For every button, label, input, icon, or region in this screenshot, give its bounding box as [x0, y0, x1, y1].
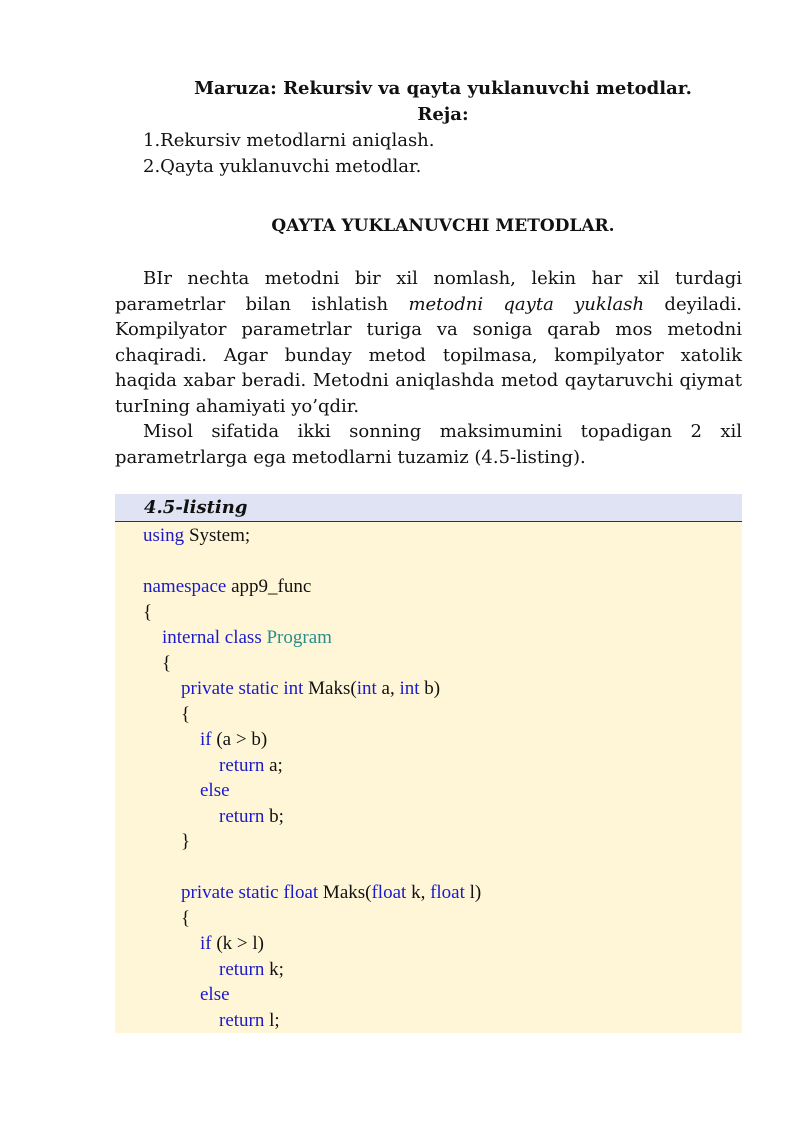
code-line	[200, 727, 267, 752]
plan-item: 2.Qayta yuklanuvchi metodlar.	[143, 156, 422, 177]
code-line	[181, 880, 481, 905]
paragraph-example-intro: Misol sifatida ikki sonning maksimumini topadigan 2 xil parametrlarga ega metodlarni tuzamiz (4.5-listing).	[115, 421, 742, 468]
code-text: k;	[264, 959, 284, 980]
code-text: (k > l)	[211, 933, 265, 954]
code-keyword: if	[200, 933, 212, 954]
code-type: Program	[266, 627, 332, 648]
code-text: Maks(	[303, 678, 357, 699]
code-text: a;	[264, 755, 283, 776]
listing-header	[115, 494, 742, 522]
code-keyword: return	[219, 959, 265, 980]
code-line	[143, 574, 311, 599]
code-listing	[115, 522, 742, 1033]
code-line	[181, 702, 190, 727]
code-keyword: return	[219, 806, 265, 827]
code-keyword: using	[143, 525, 185, 546]
code-line	[219, 1008, 280, 1033]
code-line	[162, 651, 171, 676]
paragraph-text: deyiladi. Kompilyator parametrlar turiga va soniga qarab mos metodni chaqiradi. Agar bunday metod topilmasa, kompilyator xatolik haqida xabar beradi. Metodni aniqlashda metod qaytaruvchi qiymat turIning ahamiyati yo’qdir.	[115, 293, 743, 417]
code-keyword: private static float	[181, 882, 319, 903]
code-keyword: else	[200, 780, 230, 801]
code-text: {	[181, 908, 191, 929]
code-keyword: int	[399, 678, 420, 699]
code-text: a,	[376, 678, 400, 699]
code-line	[219, 753, 283, 778]
lecture-title: Maruza: Rekursiv va qayta yuklanuvchi metodlar.	[194, 78, 692, 99]
code-text: {	[181, 704, 191, 725]
code-keyword: private static int	[181, 678, 304, 699]
code-text: l)	[464, 882, 482, 903]
code-keyword: int	[356, 678, 377, 699]
code-text: {	[143, 602, 153, 623]
code-keyword: internal class	[162, 627, 262, 648]
code-keyword: return	[219, 755, 265, 776]
code-text: }	[181, 831, 191, 852]
code-line	[143, 600, 152, 625]
code-text: Maks(	[318, 882, 372, 903]
code-keyword: float	[371, 882, 407, 903]
code-keyword: else	[200, 984, 230, 1005]
code-line	[219, 804, 284, 829]
code-line	[143, 523, 250, 548]
code-text: b;	[264, 806, 284, 827]
code-text: (a > b)	[211, 729, 268, 750]
code-line	[219, 957, 284, 982]
paragraph-text: BIr nechta metodni bir xil nomlash, lekin har xil turdagi parametrlar bilan ishlatish	[115, 268, 742, 315]
section-title: QAYTA YUKLANUVCHI METODLAR.	[271, 216, 615, 236]
code-line	[181, 906, 190, 931]
code-line	[200, 982, 230, 1007]
paragraph-overloading-definition	[115, 266, 742, 420]
code-text: b)	[419, 678, 441, 699]
code-text: k,	[406, 882, 431, 903]
code-line	[181, 676, 440, 701]
code-keyword: if	[200, 729, 212, 750]
plan-item: 1.Rekursiv metodlarni aniqlash.	[143, 130, 435, 151]
emphasis-term: metodni qayta yuklash	[408, 293, 645, 315]
code-keyword: float	[430, 882, 465, 903]
listing-label: 4.5-listing	[144, 497, 248, 518]
code-text: l;	[264, 1010, 280, 1031]
code-keyword: namespace	[143, 576, 227, 597]
code-line	[181, 829, 190, 854]
code-text: System;	[184, 525, 251, 546]
code-line	[200, 931, 264, 956]
code-text: app9_func	[226, 576, 312, 597]
code-line	[162, 625, 332, 650]
code-keyword: return	[219, 1010, 265, 1031]
code-line	[200, 778, 230, 803]
code-text: {	[162, 653, 172, 674]
plan-heading: Reja:	[417, 104, 469, 125]
